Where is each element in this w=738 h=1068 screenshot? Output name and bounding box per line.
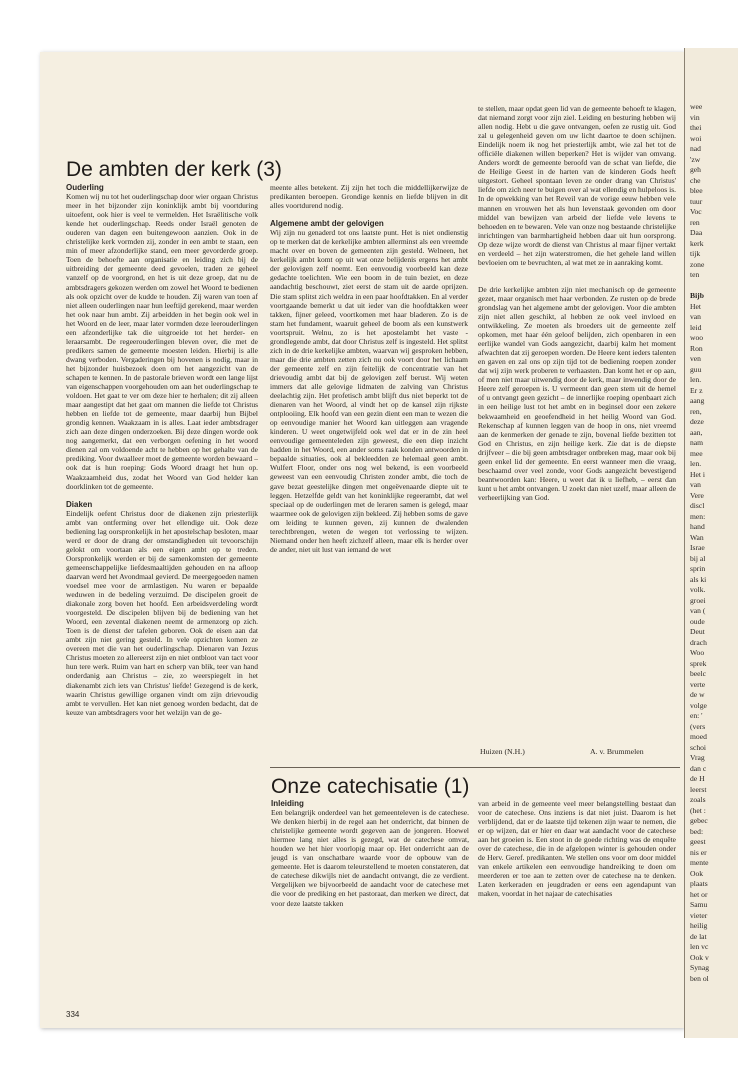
side-fragment-line: leerst xyxy=(690,784,707,794)
side-fragment-line: men: xyxy=(690,511,706,521)
side-fragment-line: schoi xyxy=(690,742,707,752)
side-fragment-line: het or xyxy=(690,889,708,899)
side-fragment-line: wee xyxy=(690,102,703,111)
side-fragment-line: de w xyxy=(690,690,705,699)
side-fragment-line: Deut xyxy=(690,627,705,636)
paragraph: Wij zijn nu genaderd tot ons laatste punt. Het is niet ondienstig op te merken dat de kerkelijke ambten allerminst als een vreemde macht over en boven de gemeenten zijn gesteld. Welneen, het kerkelijk ambt komt op uit wat onze belijdenis ergens het ambt der gelovigen zelf noemt. Een eenvoudig voorbeeld kan deze gedachte toelichten. Wie een boom in de tuin beziet, en deze aandachtig beschouwt, ziet eerst de stam uit de aarde oprijzen. Die stam splitst zich weldra in een paar hoofdtakken. En al verder voortgaande bemerkt u dat uit ieder van die hoofdtakken weer takken, fijner geleed, voortkomen met haar bladeren. Zo is de stam het fundament, waaruit geheel de boom als een kunstwerk voortspruit. Welnu, zo is het apostelambt het vaste - grondlegende ambt, dat door Christus zelf is ingesteld. Het splitst zich in de drie kerkelijke ambten, waarvan wij gesproken hebben, maar die drie ambten zetten zich nu ook voort door het lichaam der gemeente zelf en zijn feitelijk de concentratie van het drievoudig ambt dat bij de gelovigen zelf berust. Wij weten immers dat alle gelovige lidmaten de zalving van Christus deelachtig zijn. Het profetisch ambt blijft dus niet beperkt tot de dienaren van het Woord, al vindt het op de kansel zijn rijkste ontplooiing. Elk hoofd van een gezin dient een man te wezen die op eenvoudige manier het Woord kan uitleggen aan vragende kinderen. U weet ongetwijfeld ook wel dat er in de zin heel eenvoudige gemeenteleden zijn geweest, die een diep inzicht hadden in het Woord, een ander soms raak konden antwoorden in bepaalde situaties, ook al bekleedden ze helemaal geen ambt. Wulfert Floor, onder ons nog wel bekend, is een voorbeeld geweest van een eenvoudig Christen zonder ambt, die toch de gave bezat geestelijke dingen met ongeëvenaarde diepte uit te leggen. Hetzelfde geldt van het koninklijke regeerambt, dat wel speciaal op de ouderlingen met de leraren samen is gelegd, maar waarmee ook de gelovigen zijn bekleed. Zij hebben soms de gave om leiding te kunnen geven, zij kunnen de dwalenden terechtbrengen, weten de wegen tot verlossing te wijzen. Niemand onder hen heeft zichzelf alleen, maar elk is herder over de ander, niet uit lust van iemand de wet xyxy=(270,228,468,554)
side-fragment-line: guu xyxy=(690,364,702,374)
side-fragment-line: beelc xyxy=(690,669,707,678)
side-fragment-line: geest xyxy=(690,837,706,846)
side-fragment-line: ven xyxy=(690,354,701,363)
side-fragment-line: (vers xyxy=(690,721,706,731)
side-fragment-line: Daa xyxy=(690,228,703,237)
side-fragment-line: mente xyxy=(690,858,709,867)
paragraph: Een belangrijk onderdeel van het gemeenteleven is de catechese. We denken hierbij in de regel aan het onderricht, dat binnen de christelijke gemeente wordt gegeven aan de jongeren. Hoewel hiermee lang niet alles is gezegd, wat de catechese omvat, houden we het hier voorlopig maar op. Het onderricht aan de jeugd is van onschatbare waarde voor de opbouw van de gemeente. Het is daarom teleurstellend te moeten constateren, dat de catechese dikwijls niet de aandacht ontvangt, die ze verdient. Vergelijken we bijvoorbeeld de aandacht voor de catechese met die voor de prediking en het pastoraat, dan merken we direct, dat voor deze laatste takken xyxy=(271,808,469,908)
side-fragment-line: len. xyxy=(690,459,702,468)
side-fragment-line: dan c xyxy=(690,763,707,773)
side-fragment-line: nis er xyxy=(690,847,707,857)
article2-column-left xyxy=(271,799,469,1011)
side-fragment-line: en: ' xyxy=(690,711,703,720)
side-fragment-line: thei xyxy=(690,123,702,132)
side-fragment-line: Ook xyxy=(690,868,704,878)
side-fragment-line: Vrag xyxy=(690,753,705,762)
side-fragment-line: vin xyxy=(690,112,700,122)
page-number: 334 xyxy=(66,1010,80,1019)
side-fragment-line: nad xyxy=(690,144,701,153)
paragraph: Eindelijk oefent Christus door de diakenen zijn priesterlijk ambt van ontferming over het ellendige uit. Ook deze bediening lag oorspronkelijk in het apostelschap besloten, maar werd er door de drang der omstandigheden uit tevoorschijn gelokt om voortaan als een eigen ambt op te treden. Oorspronkelijk werden er bij de samenkomsten der gemeente gemeenschappelijke liefdesmaaltijden gehouden en na afloop daarvan werd het Avondmaal gevierd. De meergegoeden namen voedsel mee voor de armlastigen. Nu waren er bepaalde weduwen in de bedeling verzuimd. De discipelen groeit de diakonale zorg boven het hoofd. Een arbeidsverdeling wordt voorgesteld. De discipelen blijven bij de bediening van het Woord, een zevental diakenen neemt de armenzorg op zich. Toen is de dienst der tafelen geboren. Ook de eisen aan dat ambt zijn niet gering gesteld. In vele opzichten komen ze overeen met die van het ouderlingschap. Dienaren van Jezus Christus moeten zo allereerst zijn en niet ontbloot van tact voor hun tere werk. Ruim van hart en scherp van blik, teer van hand onderdanig aan Christus – zie, zo weerspiegelt in het diakenambt zich iets van Christus' liefde! Gezegend is de kerk, waarin Christus gewillige organen vindt om zijn drievoudig ambt te vervullen. Het kan niet genoeg worden bedacht, dat de keuze van ambtsdragers voor het welzijn van de ge- xyxy=(66,508,258,717)
side-fragment-line: Woo xyxy=(690,648,705,657)
side-fragment-line: kerk xyxy=(690,238,704,248)
side-fragment-line: len vc xyxy=(690,942,709,951)
side-fragment-line: plaats xyxy=(690,879,708,888)
side-fragment-line: volk. xyxy=(690,585,706,594)
side-fragment-line: Er z xyxy=(690,385,703,395)
paragraph: meente alles betekent. Zij zijn het toch die middellijkerwijze de predikanten beroepen. Grondige kennis en liefde blijven in dit alles voortdurend nodig. xyxy=(270,183,468,211)
side-fragment-line xyxy=(690,281,738,292)
side-fragment-line: blee xyxy=(690,186,703,195)
side-fragment-line: Vere xyxy=(690,490,704,500)
section-heading: Inleiding xyxy=(271,799,304,808)
paragraph: Komen wij nu tot het ouderlingschap door wier orgaan Christus meer in het bijzonder zijn koninklijk ambt bij voortduring uitoefent, ook hier is veel te vermelden. Het Israëlitische volk kende het ouderlingschap. Reeds onder Israël genoten de ouderen van dagen een buitengewoon aanzien. Ook in de christelijke kerk vormden zij, zonder in een ambt te staan, een min of meer afzonderlijke stand, een meer gevorderde groep. Toen de behoefte aan organisatie en leiding zich bij de uitbreiding der gemeente deed gevoelen, traden ze geheel vanzelf op de voorgrond, en het is uit deze groep, dat nu de ambtsdragers gekozen werden om zowel het Woord te bedienen als ook opzicht over de kudde te houden. Zij waren van toen af niet alleen ouderlingen naar hun leeftijd gerekend, maar werden het ook naar hun ambt. Zij arbeidden in het begin ook wel in het Woord en de leer, maar later vormden deze leerouderlingen een afzonderlijke tak die uitgroeide tot het herder- en leraarsambt. De regeerouderlingen bleven over, die met de predikers samen de gemeente moesten leiden. Hierbij is alle dwang verboden. Vergaderingen bij hovenen is nodig, maar in het bijzonder huisbezoek doen om het aangezicht van de schapen te kennen. In de pastorale brieven wordt een lange lijst van eigenschappen voorgehouden om aan het ouderlingschap te voldoen. Het gaat te ver om deze hier te herhalen; dit zij alleen maar aangestipt dat het gaat om mannen die liefde tot Christus hebben en liefde tot de gemeente, maar daarbij hun Bijbel grondig kennen. Waakzaam in is alles. Laat ieder ambtsdrager zich aan deze dingen onderzoeken. Bij deze dingen worde ook nog aangemerkt, dat een verborgen oefening in het woord dienen zal om voldoende acht te hebben op het gehalte van de prediking. Voor dwaalleer moet de gemeente worden bewaard – ook dat is hun roeping: Gods Woord draagt het hun op. Waakzaamheid dus, zodat het Woord van God helder kan doorklinken tot de gemeente. xyxy=(66,192,258,491)
side-fragment-line: bed: xyxy=(690,826,704,836)
side-fragment-line: sprin xyxy=(690,564,706,573)
side-fragment-line: leid xyxy=(690,322,702,332)
side-fragment-line: oude xyxy=(690,616,705,626)
side-fragment-line: discl xyxy=(690,501,705,510)
paragraph: De drie kerkelijke ambten zijn niet mechanisch op de gemeente gezet, maar organisch met haar verbonden. Ze rusten op de brede grondslag van het algemene ambt der gelovigen. Voor die ambten zijn niet allen geschikt, al hebben ze ook veel invloed en ontwikkeling. Ze moeten als broeders uit de gemeente zelf opkomen, met haar één geloof belijden, zich openbaren in een eerlijke wandel van Gods aangezicht, daarbij kalm het moment afwachten dat zij geroepen worden. De Heere kent ieders talenten en gaven en zal ons op zijn tijd tot de bediening roepen zonder dat wij zijn werk proberen te verhaasten. Dan komt het er op aan, of men niet maar uitwendig door de kerk, maar inwendig door de Heere zelf geroepen is. U vermeent dan geen stem uit de hemel of u ontvangt geen gezicht – de innerlijke roeping openbaart zich in een heilige lust tot het ambt en in beginsel door een zekere bekwaamheid en geoefendheid in het heilig Woord van God. Rekenschap af kunnen leggen van de hoop in ons, niet vreemd aan de kenmerken der genade te zijn, bovenal liefde bezitten tot God en Christus, en zijn heilige kerk. Zie dat is de diepste drijfveer – die bij geen ambtsdrager ontbreken mag, maar ook bij geen enkel lid der gemeente. En eerst wanneer men die vraag, beschaamd over veel zonde, voor Gods aangezicht bevestigend beantwoorden kan: Heere, u weet dat ik u liefheb, – eerst dan kunt u het ambt ontvangen. U zoekt dan niet uzelf, maar alleen de verheerlijking van God. xyxy=(478,284,676,502)
side-fragment-line: van xyxy=(690,312,701,321)
side-fragment-line: verte xyxy=(690,679,706,689)
side-fragment-line: zoals xyxy=(690,795,706,804)
section-heading: Algemene ambt der gelovigen xyxy=(270,219,384,229)
article-divider xyxy=(270,767,680,768)
side-fragment-line: aan, xyxy=(690,427,703,437)
side-fragment-line: heilig xyxy=(690,921,708,930)
side-fragment-line: van ( xyxy=(690,606,706,615)
side-fragment-line: Ook v xyxy=(690,952,709,962)
side-fragment-line: ben ol xyxy=(690,973,709,983)
side-fragment-line: Bijb xyxy=(690,291,704,300)
side-fragment-line: deze xyxy=(690,417,704,426)
article-place: Huizen (N.H.) xyxy=(480,747,525,756)
side-fragment-line: nam xyxy=(690,438,704,447)
article-author: A. v. Brummelen xyxy=(590,747,644,756)
side-fragment-line: van xyxy=(690,480,701,489)
side-fragment-line: hand xyxy=(690,522,705,531)
side-fragment-line: ren xyxy=(690,217,700,227)
paragraph: te stellen, maar opdat geen lid van de gemeente behoeft te klagen, dat niemand zorgt voor zijn ziel. Leiding en besturing hebben wij allen nodig. Hebt u die gave ontvangen, oefen ze rustig uit. God zal u gelegenheid geven om uw licht daartoe te doen schijnen. Eindelijk noem ik nog het priesterlijk ambt, wie zal het tot de officiële diakenen willen beperken? Het is wijder van omvang. Anders wordt de gemeente beroofd van de schat van liefde, die de Heilige Geest in de harten van de kinderen Gods heeft uitgestort. Geheel spontaan leven ze onder drang van Christus' liefde om zich neer te buigen over al wat ellendig en hulpeloos is. In de opwekking van het Reveil van de vorige eeuw hebben vele mannen en vrouwen het als hun levenstaak gevonden om door middel van bewijzen van arbeid der liefde vele levens te behoeden en te bewaren. Vele van onze nog bestaande christelijke inrichtingen van barmhartigheid hebben daar uit hun oorsprong. Op deze wijze wordt de dienst van Christus al maar fijner vertakt en verdeeld – het zijn waterstromen, die het gehele land willen bevloeien om te bevruchten, al wat met ze in aanraking komt. xyxy=(478,104,676,267)
side-fragment-line: Samu xyxy=(690,900,708,909)
article-column-1 xyxy=(66,183,258,1001)
side-fragment-line: ten xyxy=(690,270,700,279)
article-title-catechisatie: Onze catechisatie (1) xyxy=(271,775,470,798)
side-fragment-line: drach xyxy=(690,637,707,647)
side-fragment-line: 'zw xyxy=(690,154,701,164)
side-fragment-line: len. xyxy=(690,375,702,384)
side-fragment-line: geh xyxy=(690,165,701,174)
side-fragment-line: zone xyxy=(690,259,705,269)
side-fragment-line: als ki xyxy=(690,574,707,584)
side-fragment-line: bij al xyxy=(690,553,706,563)
article-column-3 xyxy=(478,104,676,746)
section-heading: Ouderling xyxy=(66,183,104,192)
side-fragment-line: volge xyxy=(690,700,707,710)
section-heading: Diaken xyxy=(66,499,93,509)
paragraph: van arbeid in de gemeente veel meer belangstelling bestaat dan voor de catechese. Ons inziens is dat niet juist. Daarom is het verblijdend, dat er de laatste tijd tekenen zijn waar te nemen, die er op wijzen, dat er hier en daar wat aandacht voor de catechese aan het groeien is. Een stoot in de goede richting was de enquête over de catechese, die in de afgelopen winter is gehouden onder de Herv. Geref. predikanten. We stellen ons voor om door middel van enkele artikelen een eenvoudige handreiking te doen om meerderen er toe aan te zetten over de catechese na te denken. Laten kerkeraden en jeugdraden er eens een agendapunt van maken, voordat in het najaar de catechisaties xyxy=(478,799,676,899)
article-title: De ambten der kerk (3) xyxy=(66,158,282,181)
side-fragment-line: (het : xyxy=(690,805,706,815)
side-fragment-line: woo xyxy=(690,333,704,342)
side-fragment-line: sprek xyxy=(690,658,707,668)
side-fragment-line: tuur xyxy=(690,196,703,206)
side-fragment-line: che xyxy=(690,175,701,185)
side-fragment-line: tijk xyxy=(690,249,701,258)
side-fragment-line: Ron xyxy=(690,343,703,353)
side-fragment-line: ren, xyxy=(690,406,702,416)
side-fragment-line: mee xyxy=(690,448,703,458)
article-column-2 xyxy=(270,183,468,779)
side-fragment-line: gebec xyxy=(690,816,708,825)
side-fragment-line: Het i xyxy=(690,469,705,479)
side-fragment-line: groei xyxy=(690,595,706,605)
article2-column-right xyxy=(478,799,676,1011)
side-fragment-line: aang xyxy=(690,396,705,405)
side-fragment-line: vieter xyxy=(690,910,708,920)
adjacent-page-fragment xyxy=(684,48,738,1038)
side-fragment-line: Israe xyxy=(690,543,705,552)
side-fragment-line: Wan xyxy=(690,532,704,542)
side-fragment-line: woi xyxy=(690,133,702,143)
side-fragment-line: moed xyxy=(690,732,707,741)
side-fragment-line: de lat xyxy=(690,931,707,941)
side-fragment-line: Synag xyxy=(690,963,709,972)
side-fragment-line: Het xyxy=(690,301,701,311)
side-fragment-line: Voc xyxy=(690,207,702,216)
side-fragment-line: de H xyxy=(690,774,705,783)
